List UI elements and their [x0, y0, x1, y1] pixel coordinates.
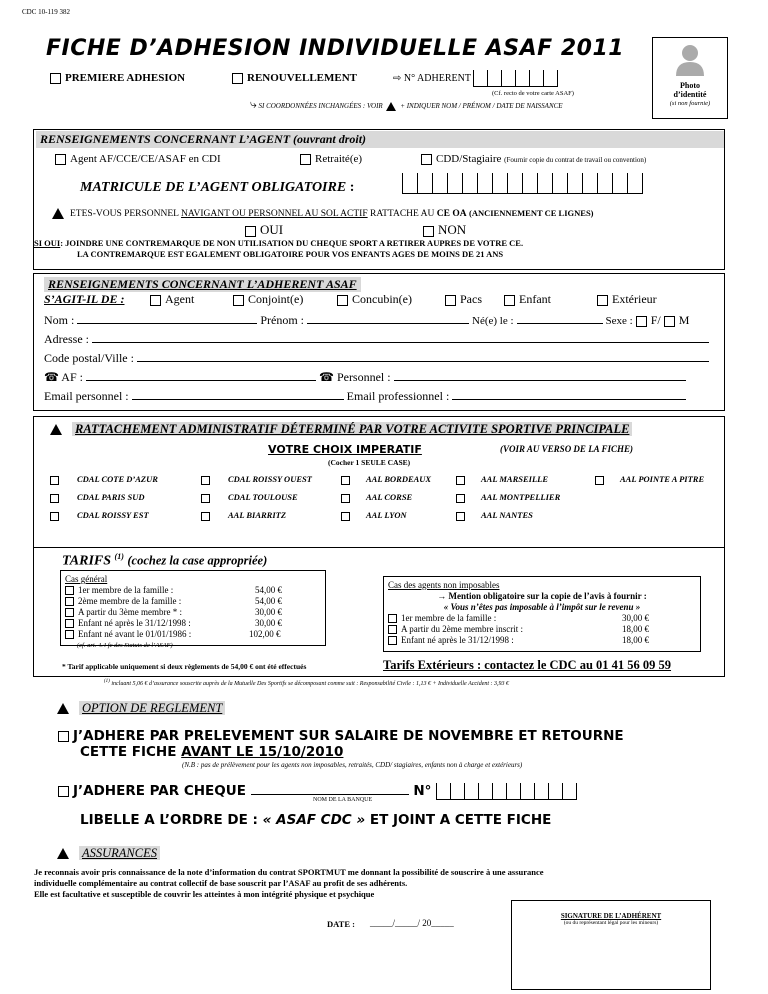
warning-triangle-icon: [52, 208, 64, 219]
tarif-row[interactable]: Enfant né après le 31/12/1998 : 30,00 €: [65, 618, 321, 629]
adresse-field[interactable]: [92, 330, 709, 343]
choice-item[interactable]: CDAL COTE D’AZUR: [50, 474, 200, 492]
cocher-note: (Cocher 1 SEULE CASE): [328, 458, 411, 467]
checkbox[interactable]: [337, 295, 348, 306]
email-row: Email personnel : Email professionnel :: [44, 387, 686, 404]
col-1: [50, 474, 200, 528]
warning-triangle-icon: [386, 102, 396, 111]
warning-triangle-icon: [57, 703, 69, 714]
assurances-text: Je reconnais avoir pris connaissance de la note d’information du contrat SPORTMUT me donnant la possibilité de souscrire à une assurance individuelle complémentaire au contrat collectif de base souscrit par l’ASAF au profit de ses adhérents. Elle est facultative et susceptible de couvrir les atteintes à mon intégrité physique et psychique: [34, 867, 544, 899]
prelevement-note: (N.B : pas de prélèvement pour les agents non imposables, retraités, CDD/ stagiaires, enfants non à charge et extérieurs): [182, 761, 523, 769]
checkbox[interactable]: [456, 494, 465, 503]
coords-note: ⤷ SI COORDONNÉES INCHANGÉES : VOIR + INDIQUER NOM / PRÉNOM / DATE DE NAISSANCE: [250, 97, 563, 111]
checkbox[interactable]: [388, 636, 397, 645]
non-imp-title: Cas des agents non imposables: [388, 580, 500, 590]
premiere-adhesion-option[interactable]: PREMIERE ADHESION: [50, 72, 185, 84]
checkbox[interactable]: [50, 494, 59, 503]
checkbox[interactable]: [65, 619, 74, 628]
date-label: DATE :: [327, 919, 355, 929]
statuts-note: (cf. art. 4.4 fc des Statuts de l’ASAF): [77, 642, 173, 649]
tarif-row[interactable]: 2ème membre de la famille : 54,00 €: [65, 596, 321, 607]
cheque-option[interactable]: J’ADHERE PAR CHEQUE N°: [58, 780, 577, 800]
choice-item[interactable]: AAL CORSE: [341, 492, 471, 510]
checkbox[interactable]: [341, 476, 350, 485]
oui-option[interactable]: OUI: [245, 222, 283, 238]
email-pro-field[interactable]: [452, 387, 686, 400]
checkbox[interactable]: [445, 295, 456, 306]
libelle-ordre: LIBELLE A L’ORDRE DE : « ASAF CDC » ET JOINT A CETTE FICHE: [80, 812, 552, 828]
cp-row: Code postal/Ville :: [44, 349, 709, 366]
choice-item[interactable]: CDAL TOULOUSE: [201, 492, 351, 510]
document-reference: CDC 10-119 382: [22, 8, 70, 16]
cp-field[interactable]: [137, 349, 709, 362]
type-exterieur[interactable]: Extérieur: [597, 292, 657, 307]
type-enfant[interactable]: Enfant: [504, 292, 551, 307]
tarif-row[interactable]: A partir du 3ème membre * : 30,00 €: [65, 607, 321, 618]
choice-item[interactable]: AAL BIARRITZ: [201, 510, 351, 528]
prelevement-option[interactable]: J’ADHERE PAR PRELEVEMENT SUR SALAIRE DE NOVEMBRE ET RETOURNE CETTE FICHE AVANT LE 15/10/2010: [58, 728, 624, 760]
checkbox[interactable]: [456, 512, 465, 521]
tarif-row[interactable]: Enfant né après le 31/12/1998 : 18,00 €: [388, 635, 696, 646]
choice-item[interactable]: AAL BORDEAUX: [341, 474, 471, 492]
checkbox[interactable]: [423, 226, 434, 237]
tarif-row[interactable]: 1er membre de la famille : 30,00 €: [388, 613, 696, 624]
adherent-section-heading: RENSEIGNEMENTS CONCERNANT L’ADHERENT ASAF: [44, 277, 361, 292]
phone-row: ☎ AF : ☎ Personnel :: [44, 368, 686, 385]
general-tarifs-box: [60, 570, 326, 649]
warning-triangle-icon: [57, 848, 69, 859]
phone-icon: ☎: [44, 370, 59, 384]
si-oui-instructions: SI OUI: JOINDRE UNE CONTREMARQUE DE NON UTILISATION DU CHEQUE SPORT A RETIRER AUPRES DE VOTRE CE. LA CONTREMARQUE EST EGALEMENT OBLIGATOIRE POUR VOS ENFANTS AGES DE MOINS DE 21 ANS: [34, 238, 524, 259]
prenom-field[interactable]: [307, 311, 469, 324]
agent-cdi-option[interactable]: Agent AF/CCE/CE/ASAF en CDI: [55, 153, 221, 165]
checkbox[interactable]: [50, 73, 61, 84]
sexe-m-checkbox[interactable]: [664, 316, 675, 327]
tarif-row[interactable]: 1er membre de la famille : 54,00 €: [65, 585, 321, 596]
choice-item[interactable]: AAL NANTES: [456, 510, 596, 528]
tarifs-heading: TARIFS $^{(1)}$ (cochez la case appropriée): [62, 552, 268, 569]
checkbox[interactable]: [65, 586, 74, 595]
photo-label-2: d’identité: [673, 90, 707, 99]
choice-item[interactable]: CDAL ROISSY OUEST: [201, 474, 351, 492]
date-field[interactable]: _____/_____/ 20_____: [370, 918, 454, 928]
email-perso-field[interactable]: [132, 387, 344, 400]
turn-arrow-icon: ⤷: [250, 97, 257, 111]
photo-label: Photo: [680, 81, 700, 90]
signature-title: SIGNATURE DE L’ADHÉRENT: [560, 912, 662, 920]
af-phone-field[interactable]: [86, 368, 316, 381]
checkbox[interactable]: [65, 597, 74, 606]
tarif-row[interactable]: A partir du 2ème membre inscrit : 18,00 €: [388, 624, 696, 635]
nom-field[interactable]: [77, 311, 257, 324]
checkbox[interactable]: [58, 731, 69, 742]
n-adherent: ⇨ N° ADHERENT: [393, 70, 558, 87]
choice-item[interactable]: CDAL PARIS SUD: [50, 492, 200, 510]
non-imposable-box: [383, 576, 701, 652]
checkbox[interactable]: [201, 494, 210, 503]
birthdate-field[interactable]: [517, 311, 603, 324]
sexe-f-checkbox[interactable]: [636, 316, 647, 327]
checkbox[interactable]: [55, 154, 66, 165]
mention-quote: « Vous n’êtes pas imposable à l’impôt sur le revenu »: [443, 602, 641, 612]
tarifs-exterieurs: Tarifs Extérieurs : contactez le CDC au 01 41 56 09 59: [383, 658, 672, 672]
adresse-row: Adresse :: [44, 330, 709, 347]
perso-phone-field[interactable]: [394, 368, 686, 381]
checkbox[interactable]: [201, 476, 210, 485]
checkbox[interactable]: [341, 494, 350, 503]
nom-row: Nom : Prénom : Né(e) le : Sexe : F/ M: [44, 313, 690, 327]
checkbox[interactable]: [65, 608, 74, 617]
checkbox[interactable]: [232, 73, 243, 84]
cdd-option[interactable]: CDD/Stagiaire (Fournir copie du contrat de travail ou convention): [421, 153, 646, 165]
checkbox[interactable]: [421, 154, 432, 165]
checkbox[interactable]: [456, 476, 465, 485]
checkbox[interactable]: [50, 512, 59, 521]
choice-item[interactable]: AAL LYON: [341, 510, 471, 528]
adherent-type-row: S’AGIT-IL DE :: [44, 292, 125, 306]
checkbox[interactable]: [58, 786, 69, 797]
navigant-question: ETES-VOUS PERSONNEL NAVIGANT OU PERSONNEL AU SOL ACTIF RATTACHE AU CE OA (ANCIENNEMENT CE LIGNES): [52, 208, 594, 219]
carte-note: (Cf. recto de votre carte ASAF): [492, 90, 574, 97]
tarifs-footnote: $^{(1)}$ incluant 5,06 € d’assurance souscrite auprès de la Mutuelle Des Sportifs se décomposant comme suit : Responsabilité Civile : 1,13 € + Individuelle Accident : 3,93 €: [104, 679, 510, 687]
col-5: [595, 474, 735, 492]
arrow-right-icon: ⇨: [393, 72, 402, 84]
type-concubin[interactable]: Concubin(e): [337, 292, 412, 307]
type-pacs[interactable]: Pacs: [445, 292, 482, 307]
reglement-heading: OPTION DE REGLEMENT: [57, 699, 225, 717]
type-conjoint[interactable]: Conjoint(e): [233, 292, 303, 307]
rattachement-heading: RATTACHEMENT ADMINISTRATIF DÉTERMINÉ PAR VOTRE ACTIVITE SPORTIVE PRINCIPALE: [50, 420, 632, 438]
photo-note: (si non fournie): [669, 100, 711, 107]
mention-line: → Mention obligatoire sur la copie de l’avis à fournir :: [437, 591, 647, 601]
choix-imperatif: VOTRE CHOIX IMPERATIF: [268, 443, 422, 456]
matricule-boxes[interactable]: [402, 173, 643, 194]
checkbox[interactable]: [504, 295, 515, 306]
checkbox[interactable]: [201, 512, 210, 521]
checkbox[interactable]: [388, 625, 397, 634]
col-2: [201, 474, 351, 528]
renouvellement-option[interactable]: RENOUVELLEMENT: [232, 72, 357, 84]
general-title: Cas général: [65, 574, 108, 584]
matricule-label: MATRICULE DE L’AGENT OBLIGATOIRE :: [80, 180, 355, 195]
checkbox[interactable]: [341, 512, 350, 521]
col-3: [341, 474, 471, 528]
agent-section-heading: RENSEIGNEMENTS CONCERNANT L’AGENT (ouvrant droit): [36, 131, 724, 148]
checkbox[interactable]: [597, 295, 608, 306]
page-title: FICHE D’ADHESION INDIVIDUELLE ASAF 2011: [46, 36, 625, 61]
warning-triangle-icon: [50, 424, 62, 435]
star-note: * Tarif applicable uniquement si deux règlements de 54,00 € ont été effectués: [62, 662, 307, 671]
signature-note: (ou du représentant légal pour les mineurs): [563, 920, 659, 926]
checkbox[interactable]: [65, 630, 74, 639]
person-silhouette-icon: [673, 42, 707, 76]
checkbox[interactable]: [50, 476, 59, 485]
checkbox[interactable]: [595, 476, 604, 485]
choice-item[interactable]: AAL POINTE A PITRE: [595, 474, 735, 492]
bank-label: NOM DE LA BANQUE: [313, 797, 373, 803]
checkbox[interactable]: [150, 295, 161, 306]
signature-box[interactable]: [511, 900, 711, 990]
checkbox[interactable]: [300, 154, 311, 165]
cdd-note: (Fournir copie du contrat de travail ou convention): [504, 156, 647, 164]
non-option[interactable]: NON: [423, 222, 466, 238]
choice-item[interactable]: CDAL ROISSY EST: [50, 510, 200, 528]
bank-name-field[interactable]: [251, 780, 409, 795]
choice-item[interactable]: AAL MONTPELLIER: [456, 492, 596, 510]
photo-box: [652, 37, 728, 119]
checkbox[interactable]: [245, 226, 256, 237]
choice-item[interactable]: AAL MARSEILLE: [456, 474, 596, 492]
retraite-option[interactable]: Retraité(e): [300, 153, 362, 165]
adherent-number-boxes[interactable]: [473, 70, 558, 87]
checkbox[interactable]: [388, 614, 397, 623]
col-4: [456, 474, 596, 528]
cheque-number-boxes[interactable]: [436, 783, 577, 800]
phone-icon: ☎: [318, 370, 334, 384]
type-agent[interactable]: Agent: [150, 292, 194, 307]
voir-verso: (VOIR AU VERSO DE LA FICHE): [500, 444, 633, 454]
checkbox[interactable]: [233, 295, 244, 306]
assurances-heading: ASSURANCES: [57, 844, 160, 862]
tarif-row[interactable]: Enfant né avant le 01/01/1986 : 102,00 €: [65, 629, 321, 640]
